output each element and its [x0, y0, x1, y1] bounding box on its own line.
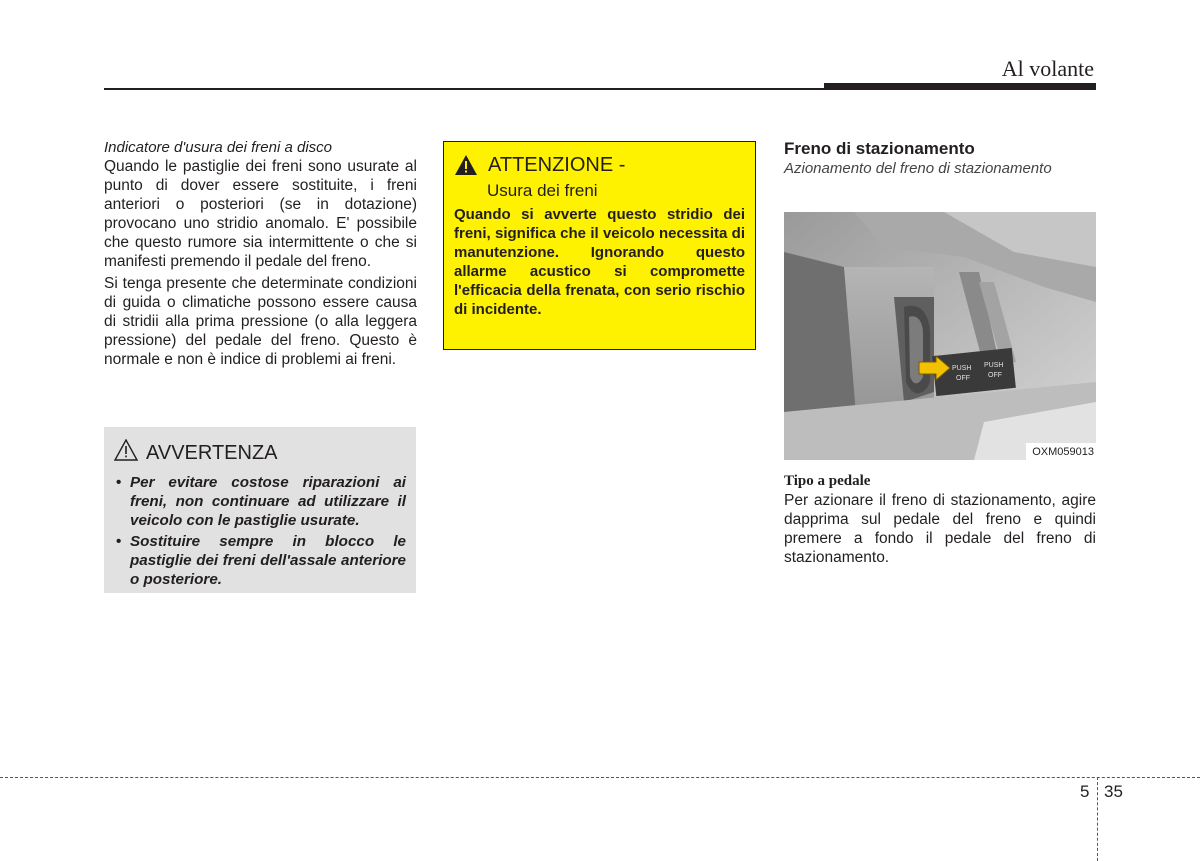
photo-code: OXM059013: [1026, 443, 1096, 460]
brake-wear-heading: Indicatore d'usura dei freni a disco: [104, 139, 332, 156]
footer-dashed-divider: [1097, 777, 1098, 861]
caution-text: Quando si avverte questo stridio dei freni, significa che il veicolo necessita di manutenzione. Ignorando questo allarme acustico si compromette l'efficacia della frenata, con serio rischio di incidente.: [454, 206, 745, 318]
caution-title: ATTENZIONE -: [488, 154, 626, 176]
page-number: 35: [1104, 782, 1123, 801]
warning-item-2: • Sostituire sempre in blocco le pastiglie dei freni dell'assale anteriore o posteriore.: [114, 532, 406, 589]
warning-box: [104, 427, 416, 593]
pedal-type-body: Per azionare il freno di stazionamento, agire dapprima sul pedale del freno e quindi premere a fondo il pedale del freno di stazionamento.: [784, 492, 1096, 566]
caution-triangle-icon: [454, 154, 478, 181]
parking-brake-subheading: Azionamento del freno di stazionamento: [784, 160, 1052, 177]
parking-brake-photo: [784, 212, 1096, 460]
warning-title-row: [114, 439, 406, 467]
brake-wear-paragraph-1: Quando le pastiglie dei freni sono usurate al punto di dover essere sostituite, i freni anteriori o posteriori (se in dotazione) provocano uno stridio anomalo. E' possibile che questo rumore sia intermittente o che si manifesti premendo il pedale del freno.: [104, 158, 417, 270]
parking-brake-heading: Freno di stazionamento: [784, 139, 975, 158]
pedal-type-section: [784, 466, 1096, 570]
header-rule-thin: [104, 88, 824, 90]
caution-box: [443, 141, 756, 350]
warning-title: AVVERTENZA: [146, 441, 278, 464]
parking-brake-illustration: [784, 212, 1096, 460]
warning-item-1: • Per evitare costose riparazioni ai freni, non continuare ad utilizzare il veicolo con le pastiglie usurate.: [114, 473, 406, 530]
footer-dashed-rule: [0, 777, 1200, 778]
photo-label-off-1: OFF: [956, 375, 970, 382]
caution-title-row: [454, 154, 745, 181]
pedal-type-heading: Tipo a pedale: [784, 473, 871, 489]
header-rule-thick: [824, 83, 1096, 90]
brake-wear-paragraph-2: Si tenga presente che determinate condizioni di guida o climatiche possono essere causa di stridii alla prima pressione (o alla leggera pressione) del pedale del freno. Questo è normale e non è indice di problemi ai freni.: [104, 275, 417, 368]
photo-label-off-2: OFF: [988, 372, 1002, 379]
brake-wear-section: [104, 138, 417, 372]
photo-label-push-1: PUSH: [952, 365, 972, 372]
warning-triangle-icon: [114, 439, 138, 467]
page-header-title: Al volante: [1001, 56, 1094, 81]
chapter-number: 5: [1080, 782, 1090, 801]
warning-list: [114, 473, 406, 589]
photo-label-push-2: PUSH: [984, 362, 1004, 369]
caution-subtitle: Usura dei freni: [487, 181, 598, 200]
parking-brake-section: [784, 138, 1096, 178]
